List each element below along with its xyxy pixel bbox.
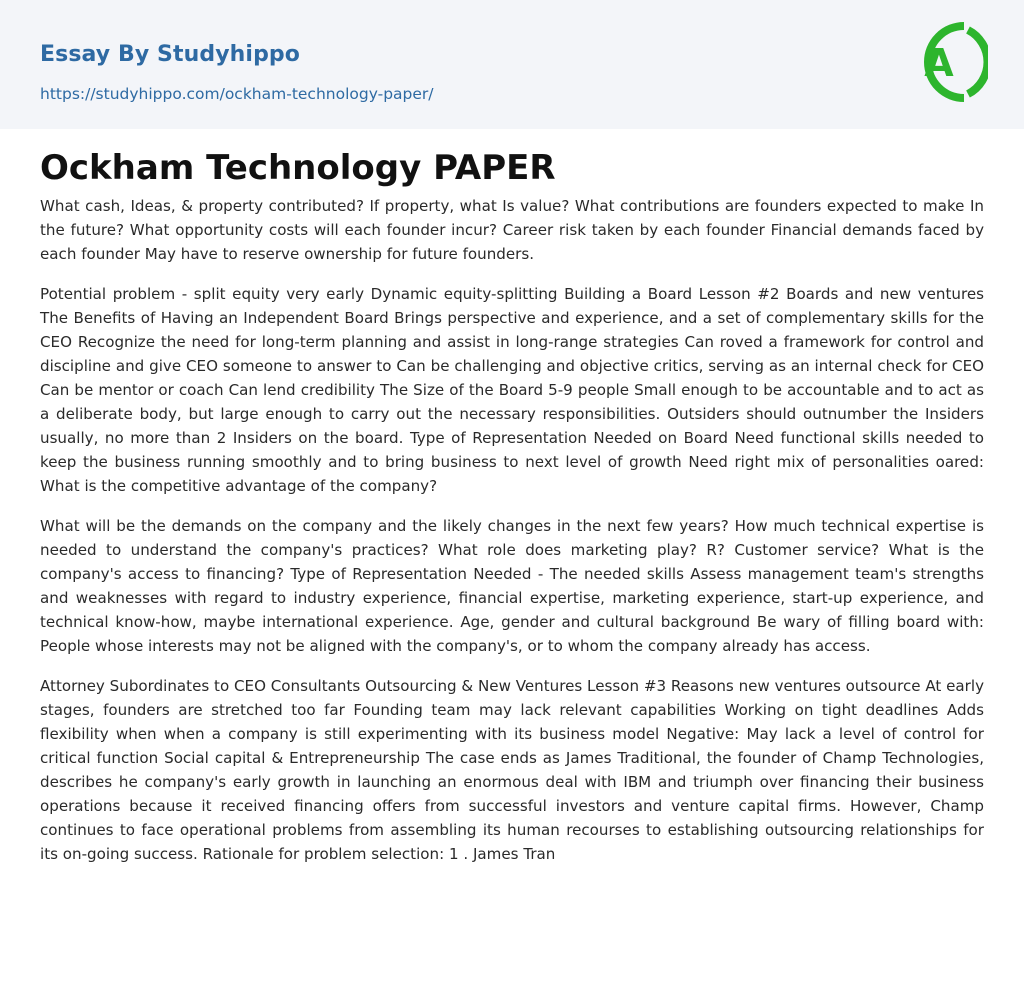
logo-letter: A xyxy=(924,41,954,85)
article-paragraph: Potential problem - split equity very early Dynamic equity-splitting Building a Board Lesson #2 Boards and new ventures The Benefits of Having an Independent Board Brings perspective and experience, and a set of complementary skills for the CEO Recognize the need for long-term planning and assist in long-range strategies Can roved a framework for control and discipline and give CEO someone to answer to Can be challenging and objective critics, serving as an internal check for CEO Can be mentor or coach Can lend credibility The Size of the Board 5-9 people Small enough to be accountable and to act as a deliberate body, but large enough to carry out the necessary responsibilities. Outsiders should outnumber the Insiders usually, no more than 2 Insiders on the board. Type of Representation Needed on Board Need functional skills needed to keep the business running smoothly and to bring business to next level of growth Need right mix of personalities oared: What is the competitive advantage of the company? xyxy=(40,285,984,495)
article-body xyxy=(40,194,984,882)
brand-title[interactable]: Essay By Studyhippo xyxy=(40,42,300,67)
article-paragraph: Attorney Subordinates to CEO Consultants Outsourcing & New Ventures Lesson #3 Reasons new ventures outsource At early stages, founders are stretched too far Founding team may lack relevant capabilities Working on tight deadlines Adds flexibility when when a company is still experimenting with its business model Negative: May lack a level of control for critical function Social capital & Entrepreneurship The case ends as James Traditional, the founder of Champ Technologies, describes he company's early growth in launching an enormous deal with IBM and triumph over financing their business operations because it received financing offers from successful investors and venture capital firms. However, Champ continues to face operational problems from assembling its human recourses to establishing outsourcing relationships for its on-going success. Rationale for problem selection: 1 . James Tran xyxy=(40,677,984,863)
article-paragraph: What cash, Ideas, & property contributed? If property, what Is value? What contributions are founders expected to make In the future? What opportunity costs will each founder incur? Career risk taken by each founder Financial demands faced by each founder May have to reserve ownership for future founders. xyxy=(40,197,984,263)
article-paragraph: What will be the demands on the company and the likely changes in the next few years? How much technical expertise is needed to understand the company's practices? What role does marketing play? R? Customer service? What is the company's access to financing? Type of Representation Needed - The needed skills Assess management team's strengths and weaknesses with regard to industry experience, financial expertise, marketing experience, start-up experience, and technical know-how, maybe international experience. Age, gender and cultural background Be wary of filling board with: People whose interests may not be aligned with the company's, or to whom the company already has access. xyxy=(40,517,984,655)
studyhippo-logo-icon[interactable] xyxy=(908,18,988,106)
source-url-link[interactable]: https://studyhippo.com/ockham-technology-paper/ xyxy=(40,85,434,103)
page-title: Ockham Technology PAPER xyxy=(40,148,556,188)
